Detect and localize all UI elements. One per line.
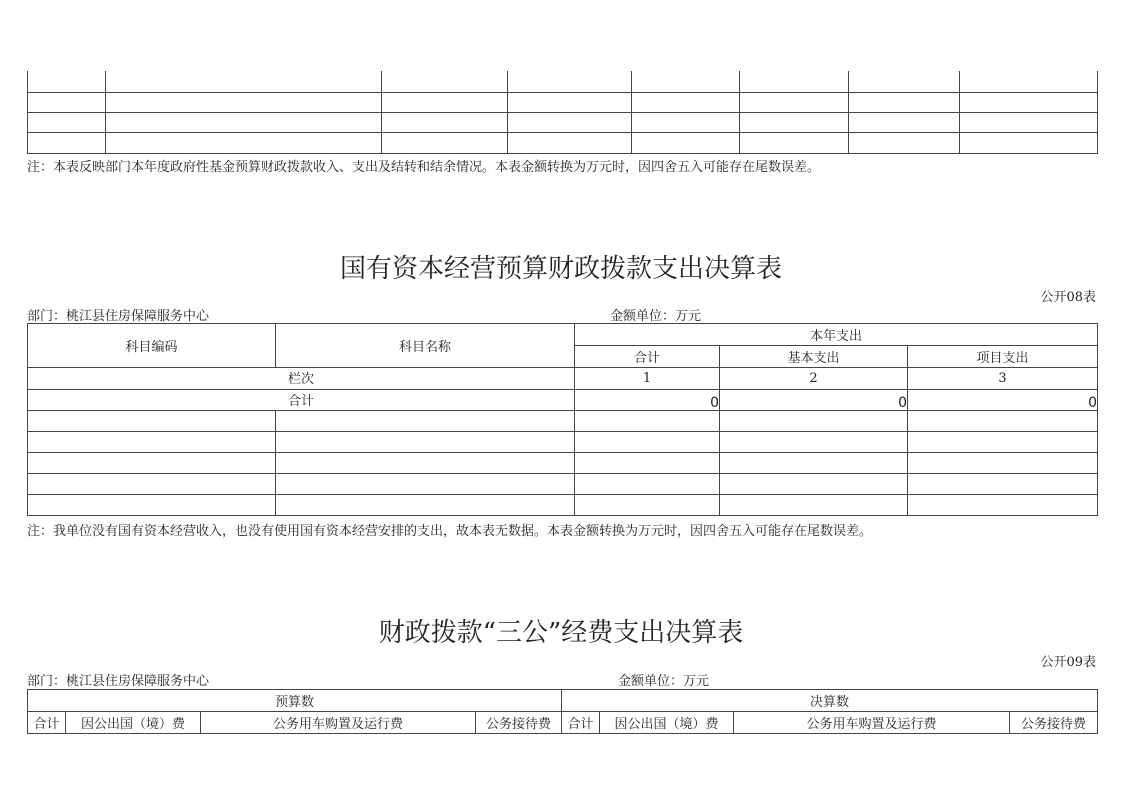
- lanci-row: [28, 368, 1098, 390]
- prev-table: [27, 71, 1098, 154]
- section1-note: 注：本表反映部门本年度政府性基金预算财政拨款收入、支出及结转和结余情况。本表金额转换为万元时，因四舍五入可能存在尾数误差。: [27, 160, 821, 175]
- final-abroad: 因公出国（境）费: [600, 712, 734, 734]
- section2-form-no: 公开08表: [1040, 290, 1096, 305]
- total-label: 合计: [28, 390, 575, 411]
- section2-note: 注：我单位没有国有资本经营收入，也没有使用国有资本经营安排的支出，故本表无数据。本表金额转换为万元时，因四舍五入可能存在尾数误差。: [27, 524, 873, 539]
- section3-unit: 金额单位：万元: [618, 674, 710, 689]
- lanci-c1: 1: [575, 368, 720, 390]
- three-public-table: [27, 689, 1098, 734]
- header-code: 科目编码: [28, 324, 276, 368]
- table-row: [28, 92, 1098, 112]
- table-row: [28, 453, 1098, 474]
- lanci-label: 栏次: [28, 368, 575, 390]
- final-reception: 公务接待费: [1010, 712, 1098, 734]
- table-row: [28, 112, 1098, 132]
- lanci-c2: 2: [720, 368, 908, 390]
- header-row: [28, 324, 1098, 346]
- header-row: [28, 690, 1098, 712]
- header-total: 合计: [575, 346, 720, 368]
- header-current-year: 本年支出: [575, 324, 1098, 346]
- table-row: [28, 411, 1098, 432]
- final-total: 合计: [562, 712, 600, 734]
- section2-department: 部门：桃江县住房保障服务中心: [27, 309, 210, 324]
- total-v1: 0: [575, 390, 720, 411]
- budget-abroad: 因公出国（境）费: [66, 712, 201, 734]
- section2-unit: 金额单位：万元: [610, 309, 702, 324]
- header-row: [28, 712, 1098, 734]
- header-final: 决算数: [562, 690, 1098, 712]
- total-v2: 0: [720, 390, 908, 411]
- table-row: [28, 495, 1098, 516]
- state-capital-table: [27, 323, 1098, 516]
- budget-reception: 公务接待费: [476, 712, 562, 734]
- header-project: 项目支出: [908, 346, 1098, 368]
- total-v3: 0: [908, 390, 1098, 411]
- header-budget: 预算数: [28, 690, 562, 712]
- section2-title: 国有资本经营预算财政拨款支出决算表: [339, 254, 782, 284]
- table-row: [28, 474, 1098, 495]
- budget-vehicle: 公务用车购置及运行费: [201, 712, 476, 734]
- section3-form-no: 公开09表: [1040, 655, 1096, 670]
- budget-total: 合计: [28, 712, 66, 734]
- header-name: 科目名称: [276, 324, 575, 368]
- table-row: [28, 71, 1098, 92]
- table-row: [28, 432, 1098, 453]
- table-row: [28, 132, 1098, 153]
- section3-department: 部门：桃江县住房保障服务中心: [27, 674, 210, 689]
- section3-title: 财政拨款“三公”经费支出决算表: [378, 618, 744, 648]
- header-basic: 基本支出: [720, 346, 908, 368]
- total-row: [28, 390, 1098, 411]
- lanci-c3: 3: [908, 368, 1098, 390]
- final-vehicle: 公务用车购置及运行费: [734, 712, 1010, 734]
